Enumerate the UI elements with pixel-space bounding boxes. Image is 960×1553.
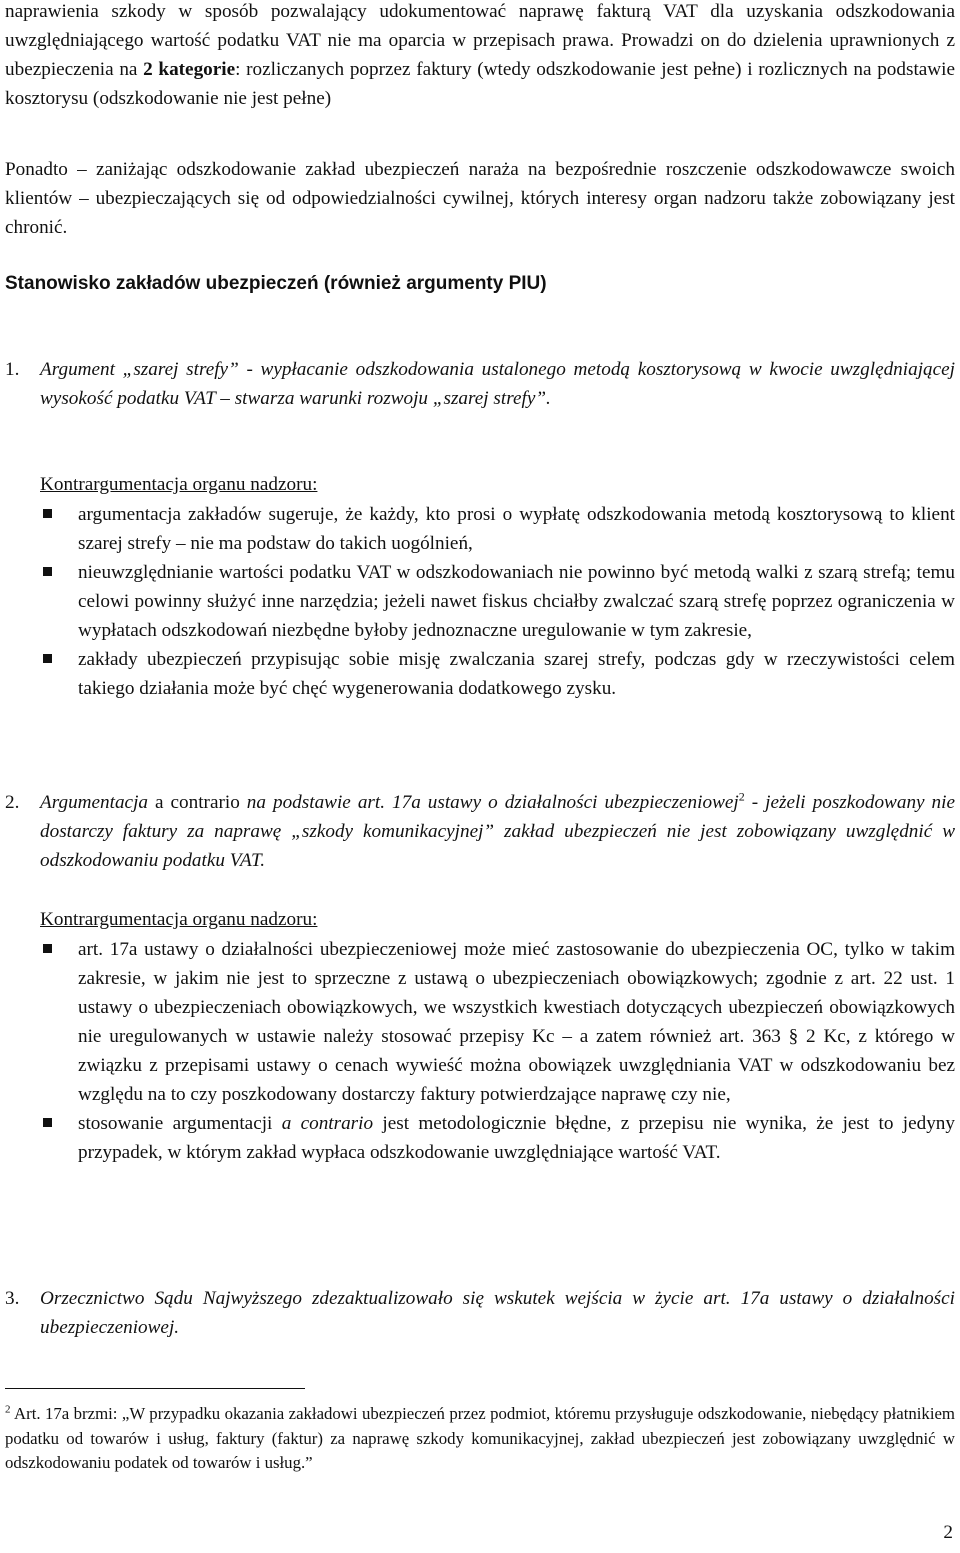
argument-number: 1. xyxy=(5,359,20,380)
footnote-separator xyxy=(5,1388,305,1389)
argument-number: 3. xyxy=(5,1288,20,1309)
list-item: art. 17a ustawy o działalności ubezpieczeniowej może mieć zastosowanie do ubezpieczenia OC, tylko w takim zakresie, w jakim nie jest to sprzeczne z ustawą o ubezpieczeniach obowiązkowych; zgodnie z art. 22 ust. 1 ustawy o ubezpieczeniach obowiązkowych, we wszystkich kwestiach dotyczących ubezpieczeń obowiązkowych nie uregulowanych w ustawie należy stosować przepisy Kc – a zatem również art. 363 § 2 Kc, z którego w związku z przepisami ustawy o cenach wywieść można obowiązek uwzględniania VAT w odszkodowaniu bez względu na to czy poszkodowany dostarczy faktury potwierdzające naprawę czy nie, xyxy=(40,935,955,1109)
counter-heading-2: Kontrargumentacja organu nadzoru: xyxy=(40,909,318,930)
page-number: 2 xyxy=(943,1522,953,1543)
footnote-text: Art. 17a brzmi: „W przypadku okazania zakładowi ubezpieczeń przez podmiot, któremu przysługuje odszkodowanie, niebędący płatnikiem podatku od towarów i usług, faktury (faktur) za naprawę szkody komunikacyjnej, zakład ubezpieczeń jest zobowiązany uwzględnić w odszkodowaniu podatek od towarów i usług.” xyxy=(5,1404,955,1472)
argument-item-2: 2. Argumentacja a contrario na podstawie art. 17a ustawy o działalności ubezpieczeniowej$^2$ - jeżeli poszkodowany nie dostarczy faktury za naprawę „szkody komunikacyjnej” zakład ubezpieczeń nie jest zobowiązany uwzględnić w odszkodowaniu podatku VAT. xyxy=(5,789,956,871)
intro-text-b: : rozliczanych poprzez faktury (wtedy odszkodowanie jest pełne) i rozlicznych na podstawie kosztorysu (odszkodowanie nie jest pełne) xyxy=(5,59,955,109)
footnote-marker: 2 xyxy=(5,1403,11,1416)
counter-list-2 xyxy=(40,935,955,1167)
argument-text: Argument „szarej strefy” - wypłacanie odszkodowania ustalonego metodą kosztorysową w kwocie uwzględniającej wysokość podatku VAT – stwarza warunki rozwoju „szarej strefy”. xyxy=(40,359,955,409)
argument-text: Orzecznictwo Sądu Najwyższego zdezaktualizowało się wskutek wejścia w życie art. 17a ustawy o działalności ubezpieczeniowej. xyxy=(40,1288,955,1338)
counter-heading-1: Kontrargumentacja organu nadzoru: xyxy=(40,474,318,495)
footnote-reference[interactable]: 2 xyxy=(738,789,745,804)
list-item: nieuwzględnianie wartości podatku VAT w odszkodowaniach nie powinno być metodą walki z szarą strefą; temu celowi powinny służyć inne narzędzia; jeżeli nawet fiskus chciałby zwalczać szarą strefę poprzez ograniczenia w wypłatach odszkodowań niezbędne byłoby jednoznaczne uregulowanie w tym zakresie, xyxy=(40,558,955,645)
square-bullet-icon xyxy=(43,654,52,663)
intro-bold-categories: 2 kategorie xyxy=(143,59,236,80)
square-bullet-icon xyxy=(43,509,52,518)
square-bullet-icon xyxy=(43,567,52,576)
square-bullet-icon xyxy=(43,1118,52,1127)
argument-number: 2. xyxy=(5,792,20,813)
list-item: stosowanie argumentacji a contrario jest metodologicznie błędne, z przepisu nie wynika, że jest to jedyny przypadek, w którym zakład wypłaca odszkodowanie uwzględniające wartość VAT. xyxy=(40,1109,955,1167)
square-bullet-icon xyxy=(43,944,52,953)
argument-item-3 xyxy=(5,1284,955,1342)
section-heading: Stanowisko zakładów ubezpieczeń (również argumenty PIU) xyxy=(5,273,547,294)
counter-list-1 xyxy=(40,500,955,703)
footnote xyxy=(5,1402,955,1476)
intro-paragraph xyxy=(5,0,955,113)
argument-item-1 xyxy=(5,355,955,413)
intro-text-a: naprawienia szkody w sposób pozwalający udokumentować naprawę fakturą VAT dla uzyskania odszkodowania uwzględniającego wartość podatku VAT nie ma oparcia w przepisach prawa. Prowadzi on do dzielenia uprawnionych z ubezpieczenia na xyxy=(5,1,955,80)
ponadto-paragraph: Ponadto – zaniżając odszkodowanie zakład ubezpieczeń naraża na bezpośrednie roszczenie odszkodowawcze swoich klientów – ubezpieczających się od odpowiedzialności cywilnej, których interesy organ nadzoru także zobowiązany jest chronić. xyxy=(5,159,955,238)
list-item: zakłady ubezpieczeń przypisując sobie misję zwalczania szarej strefy, podczas gdy w rzeczywistości celem takiego działania może być chęć wygenerowania dodatkowego zysku. xyxy=(40,645,955,703)
list-item: argumentacja zakładów sugeruje, że każdy, kto prosi o wypłatę odszkodowania metodą kosztorysową to klient szarej strefy – nie ma podstaw do takich uogólnień, xyxy=(40,500,955,558)
